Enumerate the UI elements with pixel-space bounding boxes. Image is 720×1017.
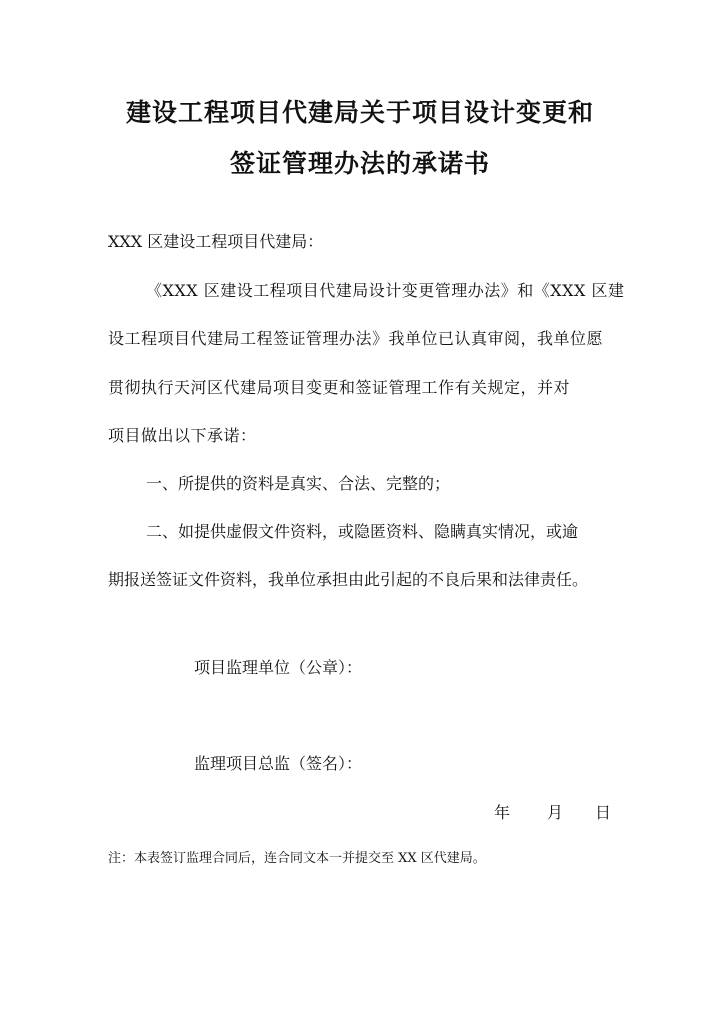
paragraph-1-line-4: 项目做出以下承诺： — [108, 426, 257, 445]
date-day-label: 日 — [595, 803, 612, 822]
date-line — [494, 803, 612, 823]
commitment-2-line-2: 期报送签证文件资料，我单位承担由此引起的不良后果和法律责任。 — [108, 570, 589, 589]
date-month-label: 月 — [547, 803, 564, 822]
signature-chief-label: 监理项目总监（签名）： — [194, 754, 363, 773]
paragraph-1-line-3: 贯彻执行天河区代建局项目变更和签证管理工作有关规定，并对 — [108, 378, 571, 397]
addressee: XXX 区建设工程项目代建局： — [108, 232, 324, 251]
commitment-2-line-1: 二、如提供虚假文件资料，或隐匿资料、隐瞒真实情况，或逾 — [146, 522, 579, 541]
document-title-line-2: 签证管理办法的承诺书 — [229, 149, 490, 178]
signature-unit-label: 项目监理单位（公章）： — [194, 658, 363, 677]
paragraph-1-line-1: 《XXX 区建设工程项目代建局设计变更管理办法》和《XXX 区建 — [146, 281, 625, 300]
footnote: 注：本表签订监理合同后，连合同文本一并提交至 XX 区代建局。 — [108, 851, 486, 866]
paragraph-1-line-2: 设工程项目代建局工程签证管理办法》我单位已认真审阅，我单位愿 — [108, 329, 604, 348]
commitment-1: 一、所提供的资料是真实、合法、完整的； — [146, 474, 451, 493]
date-year-label: 年 — [494, 803, 511, 822]
document-title-line-1: 建设工程项目代建局关于项目设计变更和 — [125, 98, 594, 127]
